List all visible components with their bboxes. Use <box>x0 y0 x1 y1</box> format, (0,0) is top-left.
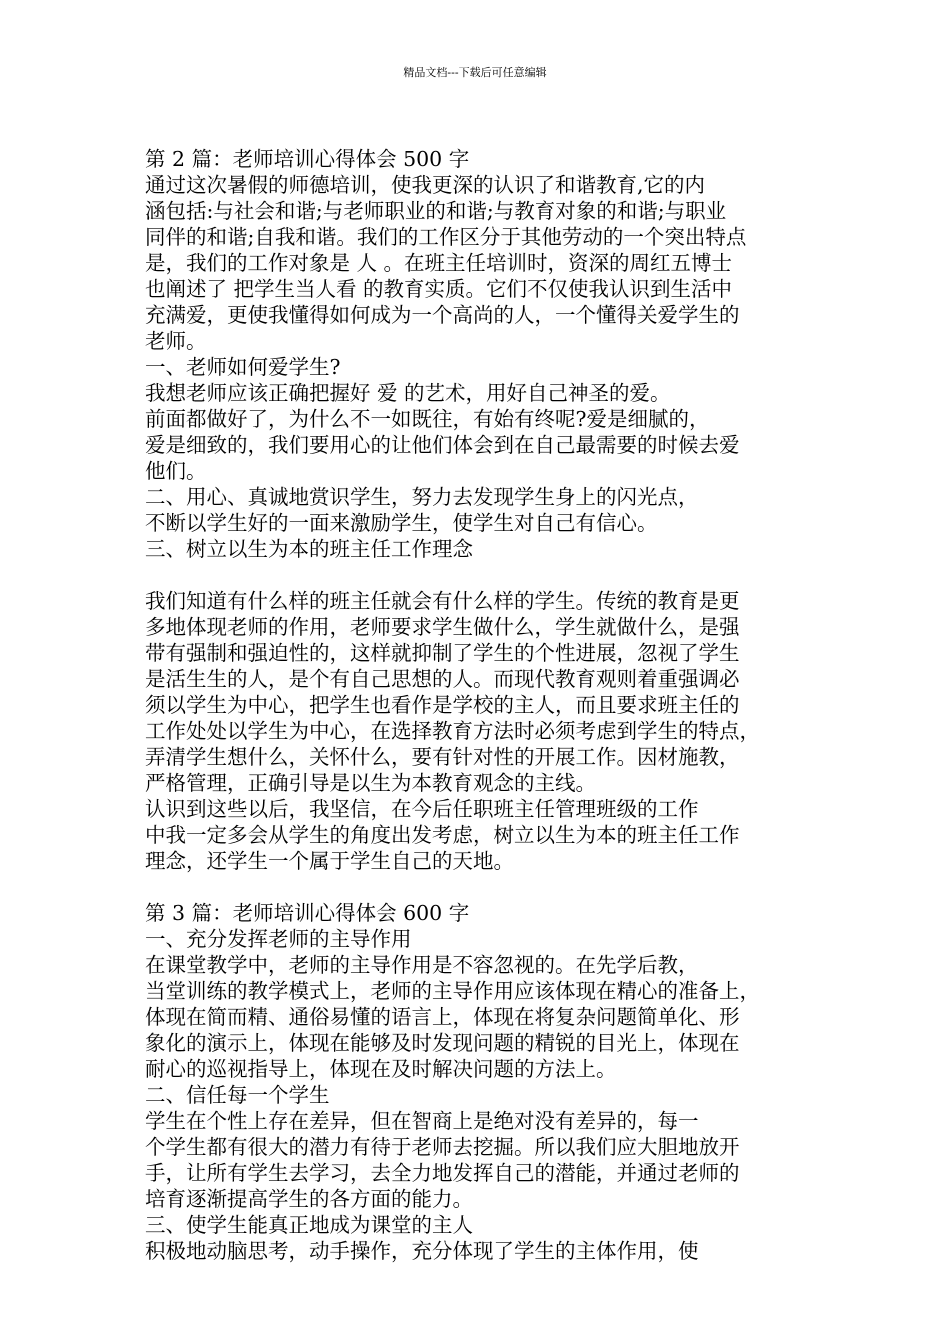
text-line: 中我一定多会从学生的角度出发考虑，树立以生为本的班主任工作 <box>145 823 740 847</box>
text-line: 学生在个性上存在差异，但在智商上是绝对没有差异的，每一 <box>145 1109 699 1133</box>
text-line: 培育逐渐提高学生的各方面的能力。 <box>145 1187 473 1211</box>
text-line: 体现在简而精、通俗易懂的语言上，体现在将复杂问题简单化、形 <box>145 1005 740 1029</box>
text-line: 我们知道有什么样的班主任就会有什么样的学生。传统的教育是更 <box>145 589 740 613</box>
text-line: 是，我们的工作对象是 人 。在班主任培训时，资深的周红五博士 <box>145 251 733 275</box>
page-header: 精品文档---下载后可任意编辑 <box>403 66 547 79</box>
text-line: 理念，还学生一个属于学生自己的天地。 <box>145 849 514 873</box>
text-line: 弄清学生想什么，关怀什么，要有针对性的开展工作。因材施教， <box>145 745 740 769</box>
text-line: 二、信任每一个学生 <box>145 1083 330 1107</box>
text-line: 二、用心、真诚地赏识学生，努力去发现学生身上的闪光点， <box>145 485 699 509</box>
text-line: 工作处处以学生为中心，在选择教育方法时必须考虑到学生的特点， <box>145 719 760 743</box>
text-line <box>145 562 817 588</box>
text-line: 象化的演示上，体现在能够及时发现问题的精锐的目光上，体现在 <box>145 1031 740 1055</box>
text-line <box>145 874 817 900</box>
text-line: 积极地动脑思考，动手操作，充分体现了学生的主体作用，使 <box>145 1239 699 1263</box>
text-line: 严格管理，正确引导是以生为本教育观念的主线。 <box>145 771 596 795</box>
text-line: 前面都做好了，为什么不一如既往，有始有终呢?爱是细腻的， <box>145 407 710 431</box>
text-line: 爱是细致的，我们要用心的让他们体会到在自己最需要的时候去爱 <box>145 433 740 457</box>
text-line: 当堂训练的教学模式上，老师的主导作用应该体现在精心的准备上， <box>145 979 760 1003</box>
text-line: 认识到这些以后，我坚信，在今后任职班主任管理班级的工作 <box>145 797 699 821</box>
text-line: 一、充分发挥老师的主导作用 <box>145 927 412 951</box>
document-body <box>145 146 817 1264</box>
text-line: 多地体现老师的作用，老师要求学生做什么，学生就做什么，是强 <box>145 615 740 639</box>
text-line: 通过这次暑假的师德培训，使我更深的认识了和谐教育,它的内 <box>145 173 706 197</box>
text-line: 是活生生的人，是个有自己思想的人。而现代教育观则着重强调必 <box>145 667 740 691</box>
text-line: 我想老师应该正确把握好 爱 的艺术，用好自己神圣的爱。 <box>145 381 671 405</box>
text-line: 三、树立以生为本的班主任工作理念 <box>145 537 473 561</box>
text-line: 第 3 篇：老师培训心得体会 600 字 <box>145 901 470 925</box>
text-line: 也阐述了 把学生当人看 的教育实质。它们不仅使我认识到生活中 <box>145 277 733 301</box>
text-line: 须以学生为中心，把学生也看作是学校的主人，而且要求班主任的 <box>145 693 740 717</box>
text-line: 涵包括:与社会和谐;与老师职业的和谐;与教育对象的和谐;与职业 <box>145 199 727 223</box>
text-line: 老师。 <box>145 329 207 353</box>
text-line: 第 2 篇：老师培训心得体会 500 字 <box>145 147 470 171</box>
text-line: 一、老师如何爱学生? <box>145 355 341 379</box>
text-line: 三、使学生能真正地成为课堂的主人 <box>145 1213 473 1237</box>
text-line: 个学生都有很大的潜力有待于老师去挖掘。所以我们应大胆地放开 <box>145 1135 740 1159</box>
text-line: 带有强制和强迫性的，这样就抑制了学生的个性进展，忽视了学生 <box>145 641 740 665</box>
text-line: 在课堂教学中，老师的主导作用是不容忽视的。在先学后教， <box>145 953 699 977</box>
text-line: 同伴的和谐;自我和谐。我们的工作区分于其他劳动的一个突出特点 <box>145 225 747 249</box>
text-line: 他们。 <box>145 459 207 483</box>
text-line: 耐心的巡视指导上，体现在及时解决问题的方法上。 <box>145 1057 617 1081</box>
text-line: 充满爱，更使我懂得如何成为一个高尚的人，一个懂得关爱学生的 <box>145 303 740 327</box>
text-line: 手，让所有学生去学习，去全力地发挥自己的潜能，并通过老师的 <box>145 1161 740 1185</box>
text-line: 不断以学生好的一面来激励学生，使学生对自己有信心。 <box>145 511 658 535</box>
